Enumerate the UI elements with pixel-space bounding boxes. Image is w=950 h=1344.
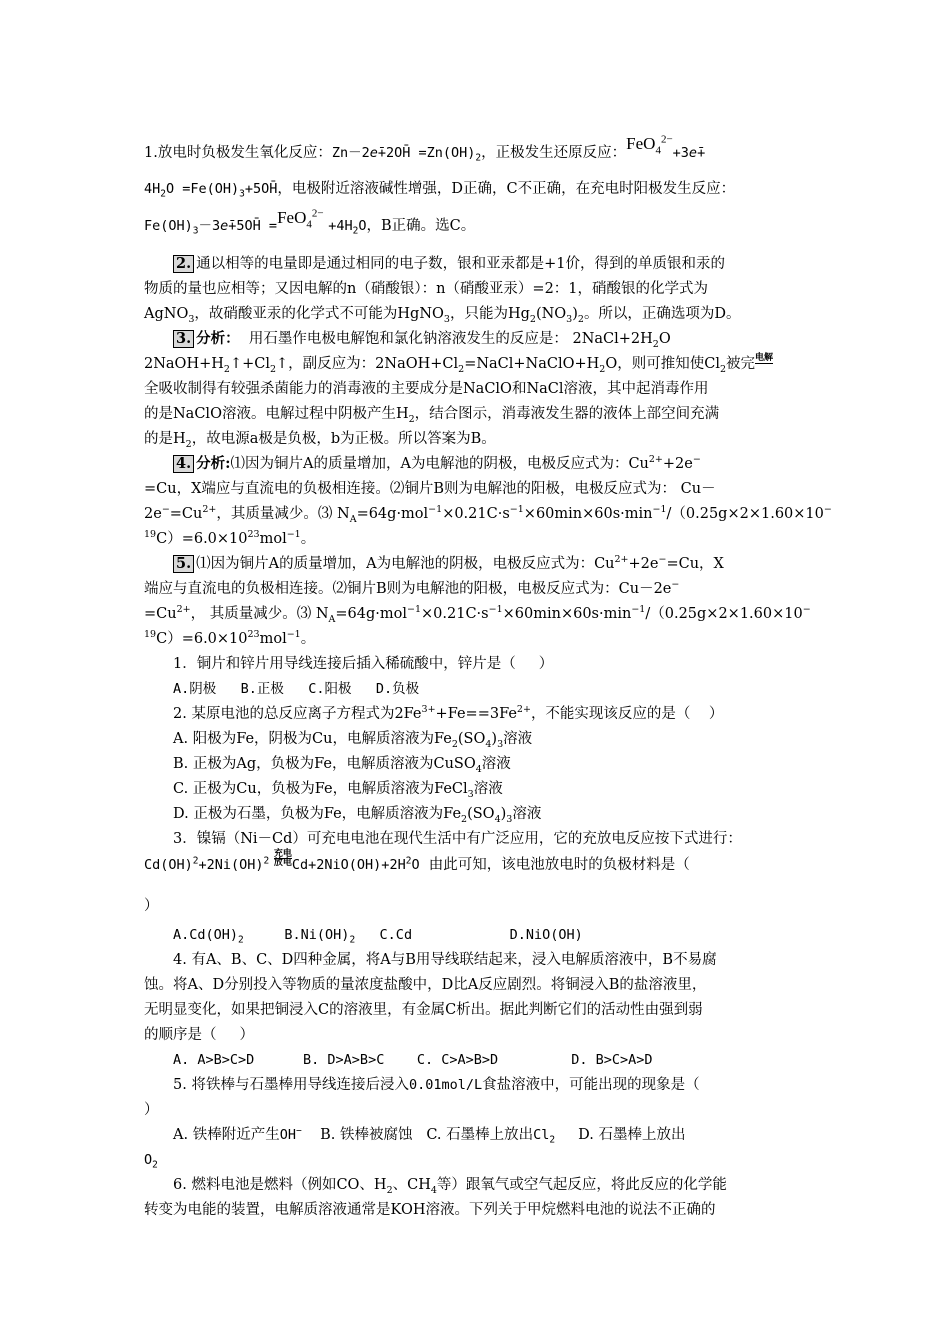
answer-number-badge: 4. bbox=[173, 455, 194, 473]
question-2-option-c: C. 正极为Cu，负极为Fe，电解质溶液为FeCl$_3$溶液 bbox=[173, 781, 503, 800]
question-2: 2. 某原电池的总反应离子方程式为$2Fe^{3+}+Fe==3Fe^{2+}$，不能实现该反应的是（ ） bbox=[173, 704, 724, 722]
answer-3-line-4: 的是NaClO溶液。电解过程中阴极产生$H_2$，结合图示，消毒液发生器的液体上部空间充满 bbox=[144, 406, 720, 425]
question-5-line-2: ） bbox=[144, 1102, 159, 1118]
answer-2-line-2: 物质的量也应相等；又因电解的n（硝酸银）：n（硝酸亚汞）=2：1，硝酸银的化学式为 bbox=[144, 281, 709, 297]
answer-5-line-2: 端应与直流电的负极相连接。⑵铜片B则为电解池的阳极，电极反应式为：Cu－2e− bbox=[144, 579, 680, 597]
question-4-line-2: 蚀。将A、D分别投入等物质的量浓度盐酸中，D比A反应剧烈。将铜浸入B的盐溶液里， bbox=[144, 977, 707, 993]
answer-1-line-3: $Fe(OH)_3-3ē+5OH̄ =FeO_4^{2-} +4H_2O$，B正确。选C。 bbox=[144, 207, 476, 237]
question-6-line-2: 转变为电能的装置，电解质溶液通常是KOH溶液。下列关于甲烷燃料电池的说法不正确的 bbox=[144, 1202, 716, 1218]
answer-4-line-4: $^{19}C)=6.0\times 10^{23}mol^{-1}$。 bbox=[144, 529, 316, 547]
question-2-option-d: D. 正极为石墨，负极为Fe，电解质溶液为$Fe_2(SO_4)_3$溶液 bbox=[173, 806, 542, 825]
question-4-line-4: 的顺序是（ ） bbox=[144, 1027, 255, 1043]
answer-1-line-1: 1.放电时负极发生氧化反应：Zn－2ē+2OH̄ $=Zn(OH)_2$，正极发生还原反应：FeO$_4^{2-}$+3ē+ bbox=[144, 133, 706, 164]
answer-4-line-2: =Cu，X端应与直流电的负极相连接。⑵铜片B则为电解池的阳极，电极反应式为： Cu－ bbox=[144, 481, 716, 497]
question-3-line-2: Cd(OH)$^2$+2Ni(OH)$^2$ 充电 放电 $Cd+2NiO(OH)+2H^2O$ 由此可知，该电池放电时的负极材料是（ bbox=[144, 849, 690, 873]
question-4-line-3: 无明显变化，如果把铜浸入C的溶液里，有金属C析出。据此判断它们的活动性由强到弱 bbox=[144, 1002, 703, 1018]
answer-5-line-3: $=Cu^{2+}$， 其质量减少。⑶ $N_A=64g\cdot mol^{-1}\times 0.21C\cdot s^{-1}\times 60\min\times 60s\cdot\min^{-1}/(0.25g\times 2\times 1.60\times 10^-$ bbox=[144, 604, 811, 625]
answer-4-line-3: $2e^-=Cu^{2+}$，其质量减少。⑶ $N_A=64g\cdot mol^{-1}\times 0.21C\cdot s^{-1}\times 60\min\times 60s\cdot\min^{-1}/(0.25g\times 2\times 1.60\times 10^-$ bbox=[144, 504, 832, 525]
question-3-options: $A.Cd(OH)_2$ $B.Ni(OH)_2$ C.Cd D.NiO(OH) bbox=[173, 927, 583, 946]
question-3-line-3: ） bbox=[144, 898, 159, 914]
answer-number-badge: 5. bbox=[173, 555, 194, 573]
question-1: 1．铜片和锌片用导线连接后插入稀硫酸中，锌片是（ ） bbox=[173, 656, 554, 672]
answer-5-line-4: $^{19}C)=6.0\times 10^{23}mol^{-1}$。 bbox=[144, 629, 316, 647]
answer-3-line-1: 3. 分析： 用石墨作电极电解饱和氯化钠溶液发生的反应是： $2NaCl+2H_2O$ bbox=[173, 329, 671, 349]
question-6-line-1: 6. 燃料电池是燃料（例如CO、$H_2$、$CH_4$等）跟氧气或空气起反应，将此反应的化学能 bbox=[173, 1177, 727, 1196]
question-5-options-cont: $O_2$ bbox=[144, 1152, 158, 1171]
question-2-option-b: B. 正极为Ag，负极为Fe，电解质溶液为CuSO$_4$溶液 bbox=[173, 756, 511, 775]
answer-3-line-3: 全吸收制得有较强杀菌能力的消毒液的主要成分是NaClO和NaCl溶液，其中起消毒作用 bbox=[144, 381, 709, 397]
question-5-options: A. 铁棒附近产生OH− B. 铁棒被腐蚀 C. 石墨棒上放出$Cl_2$ D. 石墨棒上放出 bbox=[173, 1125, 686, 1146]
question-5-line-1: 5. 将铁棒与石墨棒用导线连接后浸入0.01mol/L食盐溶液中，可能出现的现象是（ bbox=[173, 1077, 700, 1093]
answer-1-line-2: $4H_2O$ $=Fe(OH)_3+5OH̄$，电极附近溶液碱性增强，D正确，C不正确，在充电时阳极发生反应： bbox=[144, 181, 736, 200]
answer-4-line-1: 4. 分析:⑴因为铜片A的质量增加，A为电解池的阴极，电极反应式为：$Cu^{2+}+2e^-$ bbox=[173, 454, 701, 474]
question-2-option-a: A. 阳极为Fe，阴极为Cu，电解质溶液为$Fe_2(SO_4)_3$溶液 bbox=[173, 731, 533, 750]
question-4-line-1: 4. 有A、B、C、D四种金属，将A与B用导线联结起来，浸入电解质溶液中，B不易腐 bbox=[173, 952, 717, 968]
question-4-options: A. A>B>C>D B. D>A>B>C C. C>A>B>D D. B>C>A>D bbox=[173, 1052, 653, 1068]
question-3-line-1: 3．镍镉（Ni－Cd）可充电电池在现代生活中有广泛应用，它的充放电反应按下式进行： bbox=[173, 831, 742, 847]
answer-3-line-5: 的是$H_2$，故电源a极是负极，b为正极。所以答案为B。 bbox=[144, 431, 496, 450]
answer-number-badge: 3. bbox=[173, 330, 194, 348]
answer-number-badge: 2. bbox=[173, 255, 194, 273]
answer-3-line-2: $2NaOH+H_2↑+Cl_2↑$，副反应为：$2NaOH+Cl_2=NaCl+NaClO+H_2O$，则可推知使$Cl_2$被完$^{电解}$ bbox=[144, 353, 774, 375]
question-1-options: A.阴极 B.正极 C.阳极 D.负极 bbox=[173, 681, 420, 697]
answer-2-line-3: AgNO$_3$，故硝酸亚汞的化学式不可能为HgNO$_3$，只能为$Hg_2(NO_3)_2$。所以，正确选项为D。 bbox=[144, 306, 741, 325]
answer-2-line-1: 2. 通以相等的电量即是通过相同的电子数，银和亚汞都是+1价，得到的单质银和汞的 bbox=[173, 254, 725, 274]
answer-5-line-1: 5. ⑴因为铜片A的质量增加，A为电解池的阴极，电极反应式为：$Cu^{2+}+2e^-=Cu$，X bbox=[173, 554, 724, 574]
